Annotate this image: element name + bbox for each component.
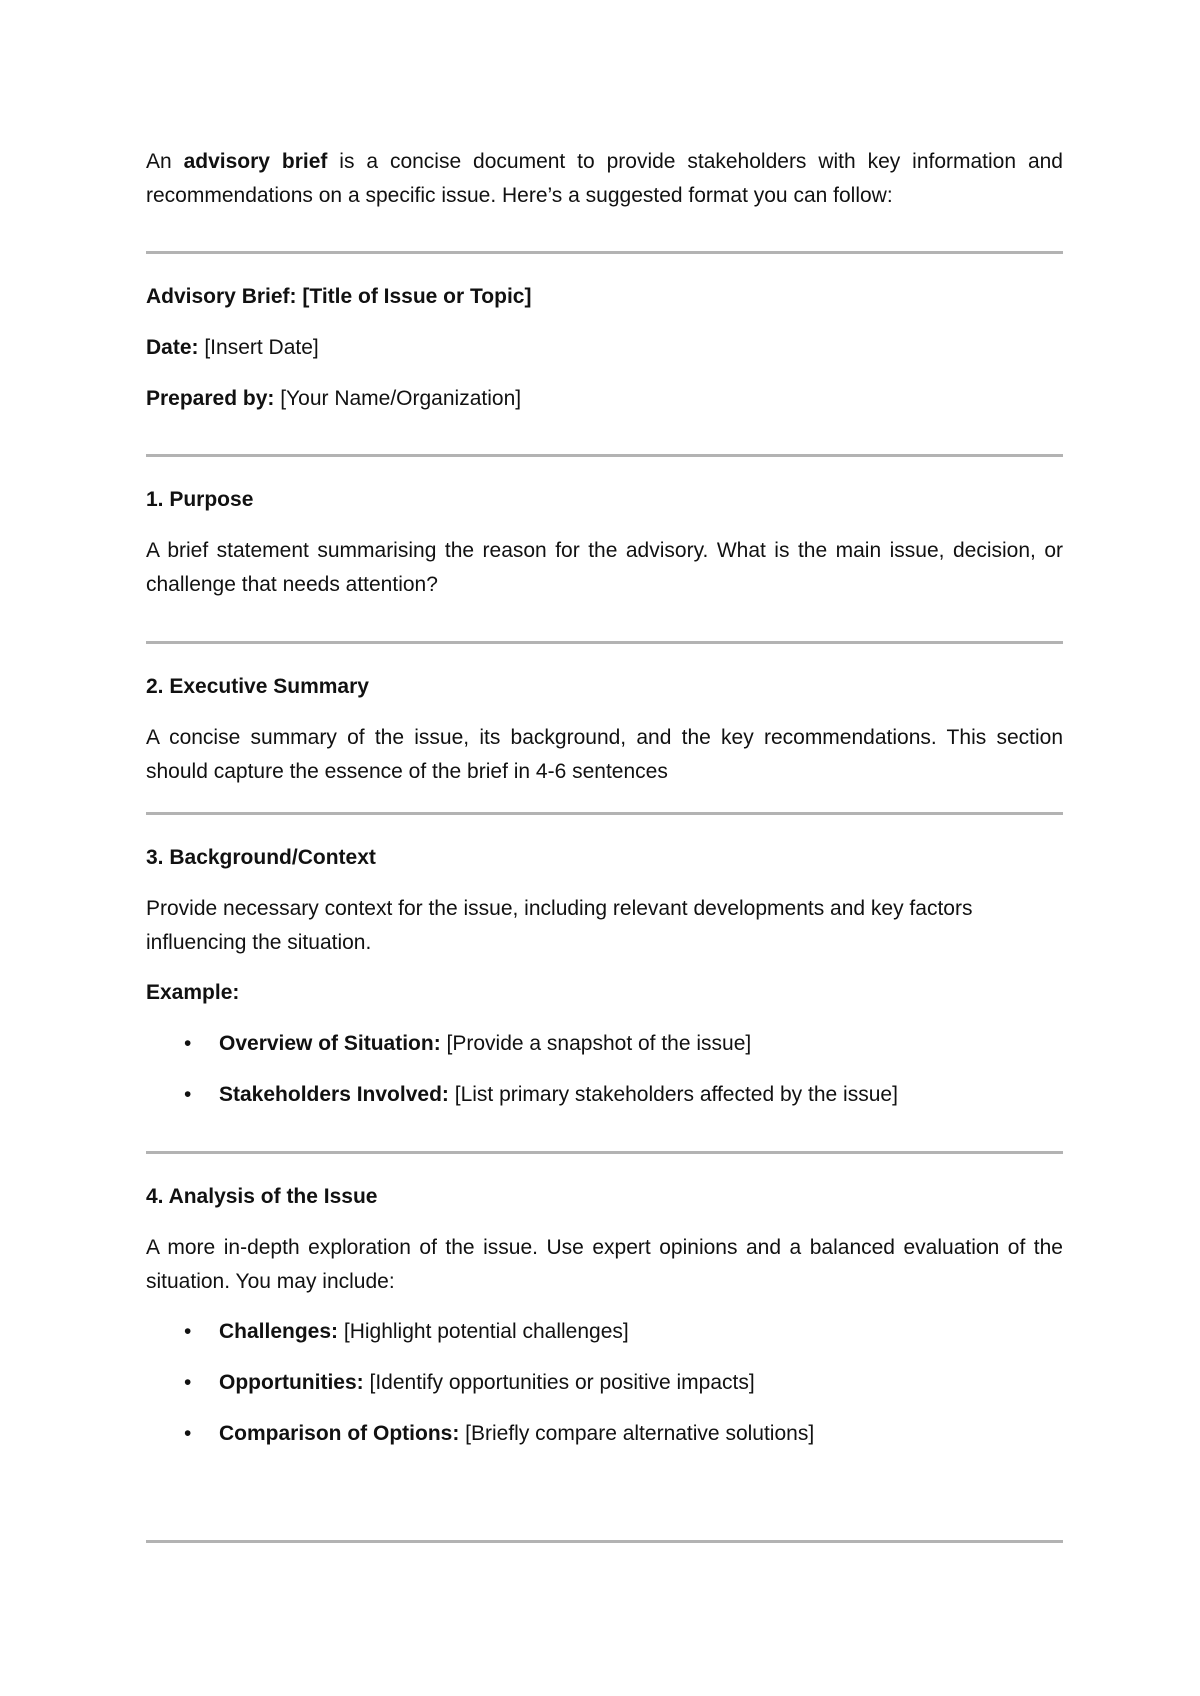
analysis-bullet-list xyxy=(146,1315,1063,1468)
bullet-label: Opportunities: xyxy=(219,1371,364,1394)
intro-term: advisory brief xyxy=(183,150,328,173)
prepared-by-line xyxy=(146,382,1063,416)
bullet-icon: • xyxy=(184,1320,192,1343)
section-heading-analysis: 4. Analysis of the Issue xyxy=(146,1185,378,1208)
intro-prefix: An xyxy=(146,150,184,173)
date-line xyxy=(146,331,1063,365)
bullet-text: [Briefly compare alternative solutions] xyxy=(459,1422,815,1445)
section-heading-background: 3. Background/Context xyxy=(146,846,376,869)
bullet-icon: • xyxy=(184,1032,192,1055)
divider xyxy=(146,454,1063,457)
bullet-text: [List primary stakeholders affected by the issue] xyxy=(448,1083,898,1106)
divider xyxy=(146,1540,1063,1543)
divider xyxy=(146,812,1063,815)
bullet-label: Overview of Situation: xyxy=(219,1032,441,1055)
divider xyxy=(146,1151,1063,1154)
list-item xyxy=(146,1027,1063,1078)
bullet-icon: • xyxy=(184,1371,192,1394)
bullet-label: Stakeholders Involved: xyxy=(219,1083,449,1106)
prepared-by-label: Prepared by: xyxy=(146,387,275,410)
divider xyxy=(146,251,1063,254)
bullet-icon: • xyxy=(184,1422,192,1445)
bullet-text: [Highlight potential challenges] xyxy=(338,1320,629,1343)
bullet-icon: • xyxy=(184,1083,192,1106)
example-label: Example: xyxy=(146,981,240,1004)
bullet-text: [Provide a snapshot of the issue] xyxy=(440,1032,752,1055)
divider xyxy=(146,641,1063,644)
background-bullet-list xyxy=(146,1027,1063,1129)
bullet-label: Challenges: xyxy=(219,1320,339,1343)
list-item xyxy=(146,1315,1063,1366)
section-body-executive-summary: A concise summary of the issue, its background, and the key recommendations. This section should capture the essence of the brief in 4-6 sentences xyxy=(146,726,1063,783)
bullet-label: Comparison of Options: xyxy=(219,1422,460,1445)
date-label: Date: xyxy=(146,336,199,359)
prepared-by-value: [Your Name/Organization] xyxy=(274,387,522,410)
list-item xyxy=(146,1417,1063,1468)
section-body-background: Provide necessary context for the issue, including relevant developments and key factors influencing the situation. xyxy=(146,897,973,954)
date-value: [Insert Date] xyxy=(198,336,319,359)
intro-paragraph xyxy=(146,145,1063,213)
bullet-text: [Identify opportunities or positive impacts] xyxy=(363,1371,755,1394)
section-body-purpose: A brief statement summarising the reason for the advisory. What is the main issue, decision, or challenge that needs attention? xyxy=(146,539,1063,596)
list-item xyxy=(146,1078,1063,1129)
brief-title: Advisory Brief: [Title of Issue or Topic] xyxy=(146,285,532,308)
list-item xyxy=(146,1366,1063,1417)
section-heading-purpose: 1. Purpose xyxy=(146,488,254,511)
section-body-analysis: A more in-depth exploration of the issue. Use expert opinions and a balanced evaluation of the situation. You may include: xyxy=(146,1236,1063,1293)
section-heading-executive-summary: 2. Executive Summary xyxy=(146,675,369,698)
intro-rest: is a concise document to provide stakeholders with key information and recommendations on a specific issue. Here’s a suggested format you can follow: xyxy=(146,150,1063,207)
